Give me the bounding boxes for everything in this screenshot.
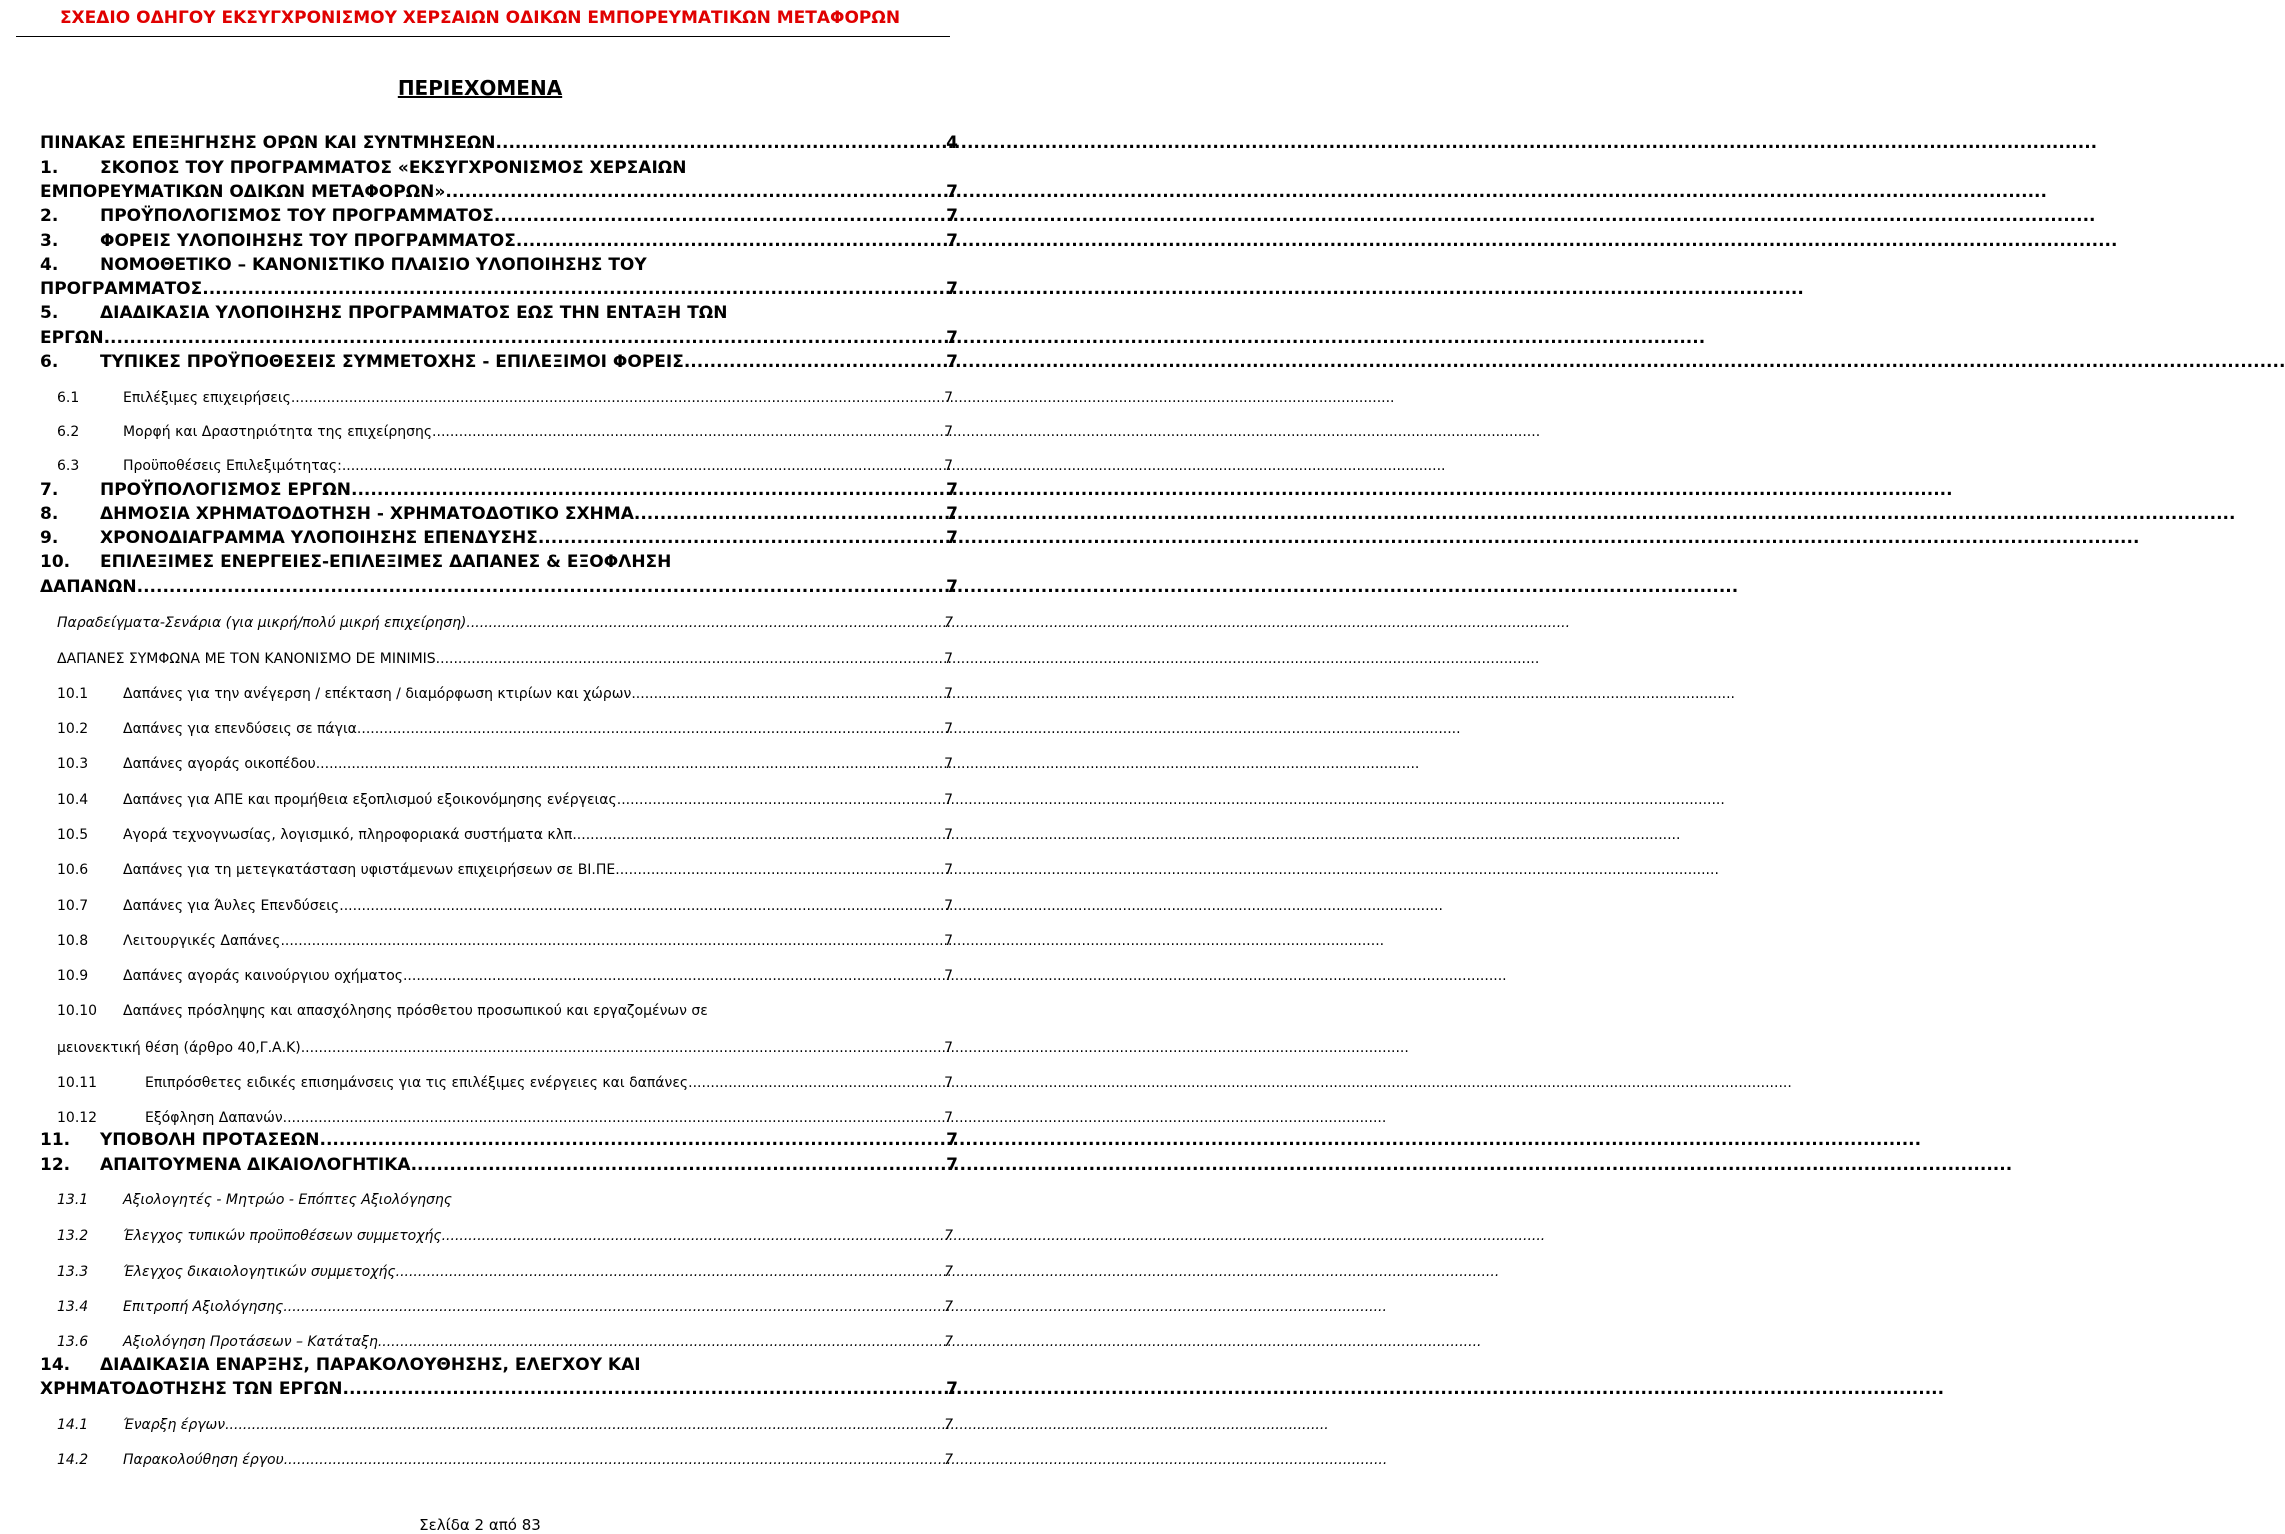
toc-dot-leader [343,1379,947,1399]
toc-entry-page: 7 [946,1379,958,1399]
toc-entry-title: ΠΡΟΓΡΑΜΜΑΤΟΣ [40,279,203,299]
toc-entry[interactable] [57,968,953,984]
toc-entry-page: 7 [944,933,953,949]
toc-entry[interactable] [40,303,958,323]
toc-dot-leader [615,862,944,878]
toc-entry-number: 6.3 [57,458,80,474]
toc-entry-page: 7 [946,206,958,226]
toc-entry[interactable] [57,424,953,440]
toc-entry-page: 7 [944,862,953,878]
toc-entry[interactable] [57,651,953,667]
toc-entry-number: 10.9 [57,968,89,984]
toc-entry-page: 7 [944,1334,953,1350]
toc-entry-title: ΧΡΗΜΑΤΟΔΟΤΗΣΗΣ ΤΩΝ ΕΡΓΩΝ [40,1379,343,1399]
toc-entry-page: 7 [946,528,958,548]
toc-heading: ΠΕΡΙΕΧΟΜΕΝΑ [397,76,563,100]
toc-dot-leader [442,1228,944,1244]
toc-dot-leader [283,1299,944,1315]
toc-entry-title: ΕΜΠΟΡΕΥΜΑΤΙΚΩΝ ΟΔΙΚΩΝ ΜΕΤΑΦΟΡΩΝ» [40,182,446,202]
toc-entry-title: Προϋποθέσεις Επιλεξιμότητας: [123,458,342,474]
toc-entry-title: ΠΙΝΑΚΑΣ ΕΠΕΞΗΓΗΣΗΣ ΟΡΩΝ ΚΑΙ ΣΥΝΤΜΗΣΕΩΝ [40,133,496,153]
toc-entry[interactable] [57,862,953,878]
page-footer: Σελίδα 2 από 83 [419,1516,541,1534]
toc-entry-page: 7 [944,827,953,843]
toc-entry-number: 10.7 [57,898,89,914]
toc-dot-leader [437,424,945,440]
toc-entry[interactable] [57,615,953,631]
toc-entry[interactable] [57,1334,953,1350]
toc-entry-page: 7 [944,390,953,406]
toc-dot-leader [516,231,946,251]
toc-entry-title: Λειτουργικές Δαπάνες [123,933,281,949]
toc-entry-number: 10.2 [57,721,89,737]
toc-dot-leader [396,1264,944,1280]
toc-entry[interactable] [57,458,953,474]
toc-entry[interactable] [40,328,958,348]
toc-entry-page: 7 [946,328,958,348]
toc-entry-page: 7 [946,577,958,597]
toc-dot-leader [351,480,946,500]
toc-entry-title: Δαπάνες πρόσληψης και απασχόλησης πρόσθετου προσωπικού και εργαζομένων σε [123,1003,708,1019]
toc-entry-number: 10.11 [57,1075,98,1091]
toc-entry[interactable] [40,480,958,500]
toc-entry[interactable] [40,504,958,524]
toc-entry-number: 12. [40,1155,71,1175]
toc-entry-title: ΑΠΑΙΤΟΥΜΕΝΑ ΔΙΚΑΙΟΛΟΓΗΤΙΚΑ [100,1155,411,1175]
toc-entry-title: Επιπρόσθετες ειδικές επισημάνσεις για τις επιλέξιμες ενέργειες και δαπάνες [145,1075,689,1091]
toc-entry-page: 4 [946,133,958,153]
toc-entry-page: 7 [944,1075,953,1091]
toc-dot-leader [137,577,947,597]
toc-entry[interactable] [57,1299,953,1315]
toc-entry-title: ΣΚΟΠΟΣ ΤΟΥ ΠΡΟΓΡΑΜΜΑΤΟΣ «ΕΚΣΥΓΧΡΟΝΙΣΜΟΣ ΧΕΡΣΑΙΩΝ [100,158,687,178]
toc-entry[interactable] [40,158,958,178]
toc-entry-number: 3. [40,231,59,251]
toc-entry-page: 7 [944,898,953,914]
toc-entry-title: Δαπάνες για επενδύσεις σε πάγια [123,721,357,737]
toc-entry-title: Αξιολόγηση Προτάσεων – Κατάταξη [123,1334,378,1350]
toc-entry[interactable] [57,1452,953,1468]
toc-entry-title: ΔΗΜΟΣΙΑ ΧΡΗΜΑΤΟΔΟΤΗΣΗ - ΧΡΗΜΑΤΟΔΟΤΙΚΟ ΣΧΗΜΑ [100,504,634,524]
toc-entry-title: Επιτροπή Αξιολόγησης [123,1299,284,1315]
toc-entry-title: ΔΙΑΔΙΚΑΣΙΑ ΕΝΑΡΞΗΣ, ΠΑΡΑΚΟΛΟΥΘΗΣΗΣ, ΕΛΕΓΧΟΥ ΚΑΙ [100,1355,641,1375]
toc-entry-page: 7 [946,231,958,251]
toc-entry-page: 7 [946,1155,958,1175]
toc-entry[interactable] [57,1040,953,1056]
toc-entry-title: Έλεγχος δικαιολογητικών συμμετοχής [123,1264,396,1280]
toc-entry-title: Έναρξη έργων [123,1417,226,1433]
document-header-title: ΣΧΕΔΙΟ ΟΔΗΓΟΥ ΕΚΣΥΓΧΡΟΝΙΣΜΟΥ ΧΕΡΣΑΙΩΝ ΟΔΙΚΩΝ ΕΜΠΟΡΕΥΜΑΤΙΚΩΝ ΜΕΤΑΦΟΡΩΝ [59,8,901,28]
toc-entry-number: 10.1 [57,686,89,702]
toc-dot-leader [577,827,944,843]
toc-dot-leader [202,279,946,299]
toc-entry[interactable] [57,1228,953,1244]
toc-entry-page: 7 [946,279,958,299]
toc-entry-title: Αγορά τεχνογνωσίας, λογισμικό, πληροφοριακά συστήματα κλπ. [123,827,577,843]
toc-entry-page: 7 [944,1417,953,1433]
toc-dot-leader [445,182,946,202]
toc-entry-title: Δαπάνες για Άυλες Επενδύσεις [123,898,340,914]
toc-entry[interactable] [40,352,958,372]
toc-entry-title: ΠΡΟΫΠΟΛΟΓΙΣΜΟΣ ΕΡΓΩΝ [100,480,351,500]
toc-entry-page: 7 [946,182,958,202]
toc-entry-number: 2. [40,206,59,226]
toc-entry-title: ΦΟΡΕΙΣ ΥΛΟΠΟΙΗΣΗΣ ΤΟΥ ΠΡΟΓΡΑΜΜΑΤΟΣ [100,231,516,251]
toc-entry-number: 9. [40,528,59,548]
toc-entry-page: 7 [944,686,953,702]
toc-dot-leader [316,756,944,772]
toc-entry-page: 7 [944,424,953,440]
toc-entry-number: 13.3 [57,1264,89,1280]
toc-dot-leader [284,1452,944,1468]
toc-dot-leader [378,1334,944,1350]
toc-entry-title: ΕΡΓΩΝ [40,328,104,348]
toc-entry[interactable] [40,1379,958,1399]
toc-entry-number: 10.3 [57,756,89,772]
toc-entry-page: 7 [946,352,958,372]
toc-entry-title: Παρακολούθηση έργου [123,1452,284,1468]
toc-entry-number: 13.1 [57,1192,89,1208]
toc-dot-leader [538,528,946,548]
toc-entry[interactable] [40,255,958,275]
toc-entry-title: ΕΠΙΛΕΞΙΜΕΣ ΕΝΕΡΓΕΙΕΣ-ΕΠΙΛΕΞΙΜΕΣ ΔΑΠΑΝΕΣ & ΕΞΟΦΛΗΣΗ [100,552,672,572]
toc-entry-number: 10.12 [57,1110,98,1126]
toc-entry-page: 7 [944,1110,953,1126]
toc-dot-leader [225,1417,944,1433]
toc-entry-number: 6.2 [57,424,80,440]
toc-entry[interactable] [57,898,953,914]
toc-dot-leader [411,1155,947,1175]
toc-entry-page: 7 [944,1228,953,1244]
toc-entry[interactable] [40,231,958,251]
toc-entry[interactable] [57,792,953,808]
toc-entry-page: 7 [944,458,953,474]
toc-entry[interactable] [40,577,958,597]
toc-entry[interactable] [40,1130,958,1150]
toc-entry[interactable] [57,721,953,737]
toc-entry-page: 7 [944,1299,953,1315]
toc-entry-page: 7 [944,756,953,772]
toc-entry-title: Μορφή και Δραστηριότητα της επιχείρησης. [123,424,437,440]
toc-entry-title: Δαπάνες αγοράς οικοπέδου [123,756,316,772]
toc-entry-number: 6.1 [57,390,80,406]
toc-entry[interactable] [57,1075,953,1091]
toc-dot-leader [631,686,944,702]
toc-entry-title: Παραδείγματα-Σενάρια (για μικρή/πολύ μικρή επιχείρηση) [57,615,467,631]
toc-entry[interactable] [40,528,958,548]
toc-entry-number: 10.8 [57,933,89,949]
toc-entry-title: ΔΑΠΑΝΕΣ ΣΥΜΦΩΝΑ ΜΕ ΤΟΝ ΚΑΝΟΝΙΣΜΟ DE MINIMIS [57,651,436,667]
toc-entry-number: 5. [40,303,59,323]
toc-entry-title: Εξόφληση Δαπανών [145,1110,283,1126]
toc-entry-title: Επιλέξιμες επιχειρήσεις [123,390,291,406]
toc-dot-leader [342,458,944,474]
toc-entry-title: ΥΠΟΒΟΛΗ ΠΡΟΤΑΣΕΩΝ [100,1130,320,1150]
toc-dot-leader [684,352,946,372]
toc-dot-leader [436,651,944,667]
toc-entry-title: Έλεγχος τυπικών προϋποθέσεων συμμετοχής [123,1228,442,1244]
toc-entry-title: ΠΡΟΫΠΟΛΟΓΙΣΜΟΣ ΤΟΥ ΠΡΟΓΡΑΜΜΑΤΟΣ [100,206,494,226]
toc-dot-leader [357,721,944,737]
toc-entry[interactable] [57,390,953,406]
toc-entry-page: 7 [944,721,953,737]
toc-entry[interactable] [40,133,958,153]
toc-entry-page: 7 [944,1040,953,1056]
toc-entry-page: 7 [944,1264,953,1280]
toc-entry-number: 8. [40,504,59,524]
toc-entry-title: μειονεκτική θέση (άρθρο 40,Γ.Α.Κ). [57,1040,306,1056]
toc-dot-leader [339,898,944,914]
toc-entry-number: 10.10 [57,1003,98,1019]
toc-entry-title: Δαπάνες για τη μετεγκατάσταση υφιστάμενων επιχειρήσεων σε ΒΙ.ΠΕ [123,862,616,878]
toc-entry-number: 13.2 [57,1228,89,1244]
toc-entry-page: 7 [946,1130,958,1150]
toc-entry[interactable] [57,686,953,702]
toc-entry[interactable] [57,1110,953,1126]
toc-entry-number: 10.4 [57,792,89,808]
toc-dot-leader [320,1130,947,1150]
toc-entry-number: 4. [40,255,59,275]
toc-dot-leader [494,206,946,226]
toc-entry-title: Αξιολογητές - Μητρώο - Επόπτες Αξιολόγησης [123,1192,452,1208]
toc-entry-number: 14. [40,1355,71,1375]
toc-entry[interactable] [57,933,953,949]
toc-entry-number: 10. [40,552,71,572]
toc-dot-leader [466,615,944,631]
toc-dot-leader [621,792,944,808]
toc-entry-title: ΤΥΠΙΚΕΣ ΠΡΟΫΠΟΘΕΣΕΙΣ ΣΥΜΜΕΤΟΧΗΣ - ΕΠΙΛΕΞΙΜΟΙ ΦΟΡΕΙΣ [100,352,684,372]
toc-entry-number: 11. [40,1130,71,1150]
toc-entry-number: 14.2 [57,1452,89,1468]
toc-entry[interactable] [40,206,958,226]
toc-entry-number: 7. [40,480,59,500]
toc-entry[interactable] [57,1003,953,1019]
toc-entry[interactable] [40,1355,958,1375]
toc-entry-number: 10.6 [57,862,89,878]
toc-entry-page: 7 [946,504,958,524]
toc-dot-leader [291,390,944,406]
toc-entry[interactable] [40,279,958,299]
toc-entry[interactable] [57,827,953,843]
toc-entry[interactable] [40,1155,958,1175]
toc-entry-page: 7 [944,651,953,667]
toc-entry-title: Δαπάνες για ΑΠΕ και προμήθεια εξοπλισμού εξοικονόμησης ενέργειας. [123,792,622,808]
toc-entry-number: 10.5 [57,827,89,843]
toc-entry-number: 1. [40,158,59,178]
toc-dot-leader [403,968,944,984]
toc-entry-title: ΝΟΜΟΘΕΤΙΚΟ – ΚΑΝΟΝΙΣΤΙΚΟ ΠΛΑΙΣΙΟ ΥΛΟΠΟΙΗΣΗΣ ΤΟΥ [100,255,647,275]
toc-entry[interactable] [57,1192,953,1208]
toc-entry-number: 13.6 [57,1334,89,1350]
header-rule [16,36,950,37]
toc-entry-title: ΧΡΟΝΟΔΙΑΓΡΑΜΜΑ ΥΛΟΠΟΙΗΣΗΣ ΕΠΕΝΔΥΣΗΣ [100,528,538,548]
toc-entry-page: 7 [946,480,958,500]
toc-entry-page: 7 [944,968,953,984]
toc-entry-number: 13.4 [57,1299,89,1315]
toc-dot-leader [280,933,944,949]
toc-entry[interactable] [57,756,953,772]
toc-entry-page: 7 [944,792,953,808]
toc-entry[interactable] [57,1417,953,1433]
toc-dot-leader [104,328,947,348]
toc-entry-number: 6. [40,352,59,372]
toc-entry-title: Δαπάνες για την ανέγερση / επέκταση / διαμόρφωση κτιρίων και χώρων [123,686,632,702]
toc-entry[interactable] [40,182,958,202]
toc-dot-leader [496,133,947,153]
toc-entry-page: 7 [944,1452,953,1468]
toc-entry-title: ΔΑΠΑΝΩΝ [40,577,137,597]
toc-entry-page: 7 [944,615,953,631]
toc-entry-title: ΔΙΑΔΙΚΑΣΙΑ ΥΛΟΠΟΙΗΣΗΣ ΠΡΟΓΡΑΜΜΑΤΟΣ ΕΩΣ ΤΗΝ ΕΝΤΑΞΗ ΤΩΝ [100,303,728,323]
toc-dot-leader [634,504,946,524]
toc-dot-leader [283,1110,944,1126]
toc-entry-title: Δαπάνες αγοράς καινούργιου οχήματος [123,968,403,984]
toc-entry-number: 14.1 [57,1417,89,1433]
toc-dot-leader [305,1040,944,1056]
toc-entry[interactable] [57,1264,953,1280]
toc-entry[interactable] [40,552,958,572]
toc-dot-leader [688,1075,944,1091]
